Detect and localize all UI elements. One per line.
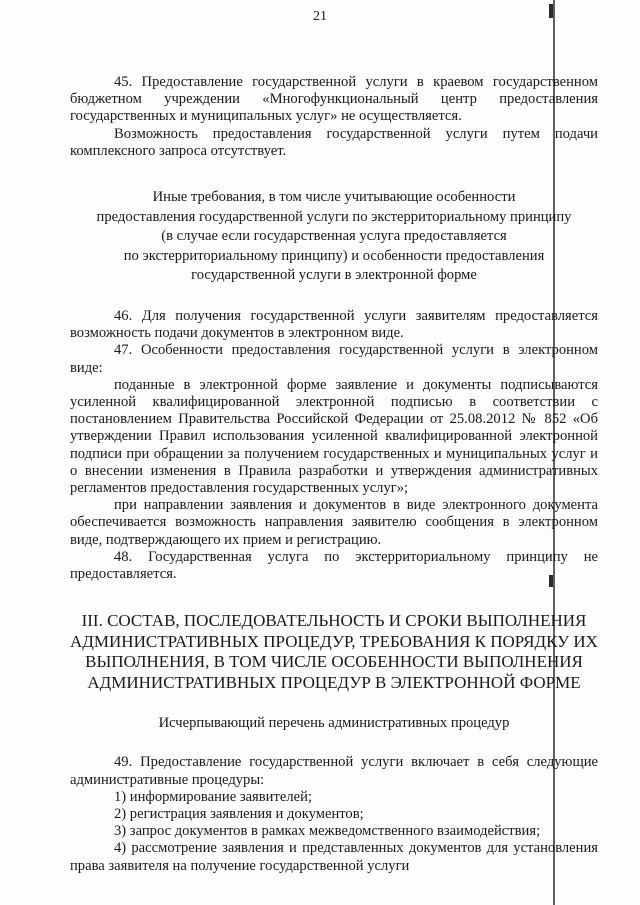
paragraph-47-signature: поданные в электронной форме заявление и документы подписываются усиленной квалифицированной электронной подписью в соответствии с постановлением Правительства Российской Федерации от 25.08.2012 № 852 «Об утверждении Правил использования усиленной квалифицированной электронной подписи при обращении за получением государственных и муниципальных услуг и о внесении изменения в Правила разработки и утверждения административных регламентов предоставления государственных услуг»; — [70, 376, 598, 497]
paragraph-49: 49. Предоставление государственной услуги включает в себя следующие административные процедуры: — [70, 754, 598, 788]
paragraph-48: 48. Государственная услуга по экстерриториальному принципу не предоставляется. — [70, 548, 598, 583]
section-title-line: АДМИНИСТРАТИВНЫХ ПРОЦЕДУР В ЭЛЕКТРОННОЙ ФОРМЕ — [87, 672, 581, 692]
paragraph-47: 47. Особенности предоставления государственной услуги в электронном виде: — [70, 342, 598, 376]
subheading-line: по экстерриториальному принципу) и особенности предоставления — [123, 247, 545, 264]
subheading-line: (в случае если государственная услуга предоставляется — [161, 228, 507, 245]
paragraph-45: 45. Предоставление государственной услуги в краевом государственном бюджетном учреждении «Многофункциональный центр предоставления государственных и муниципальных услуг» не осуществляется. — [70, 74, 598, 125]
list-item: 1) информирование заявителей; — [114, 788, 312, 805]
paragraph-46: 46. Для получения государственной услуги заявителям предоставляется возможность подачи документов в электронном виде. — [70, 307, 598, 342]
section-title-line: III. СОСТАВ, ПОСЛЕДОВАТЕЛЬНОСТЬ И СРОКИ ВЫПОЛНЕНИЯ — [81, 611, 587, 631]
list-item: 4) рассмотрение заявления и представленных документов для установления права заявителя на получение государственной услуги — [70, 840, 598, 874]
section-title-line: АДМИНИСТРАТИВНЫХ ПРОЦЕДУР, ТРЕБОВАНИЯ К ПОРЯДКУ ИХ — [70, 631, 598, 651]
subheading-other-requirements — [70, 188, 598, 286]
section-title-line: ВЫПОЛНЕНИЯ, В ТОМ ЧИСЛЕ ОСОБЕННОСТИ ВЫПОЛНЕНИЯ — [85, 652, 583, 672]
paragraph-47-notification: при направлении заявления и документов в виде электронного документа обеспечивается возможность направления заявителю сообщения в электронном виде, подтверждающего их прием и регистрацию. — [70, 497, 598, 548]
subheading-line: Иные требования, в том числе учитывающие особенности — [152, 189, 516, 206]
section-title — [70, 611, 598, 693]
subheading-line: предоставления государственной услуги по экстерриториальному принципу — [96, 208, 572, 225]
document-body — [70, 74, 598, 875]
page-number: 21 — [313, 9, 327, 24]
list-item: 2) регистрация заявления и документов; — [114, 806, 364, 823]
subheading-line: государственной услуги в электронной форме — [191, 267, 477, 284]
paragraph-complex-request: Возможность предоставления государственной услуги путем подачи комплексного запроса отсутствует. — [70, 125, 598, 159]
list-item: 3) запрос документов в рамках межведомственного взаимодействия; — [114, 823, 541, 840]
list-heading: Исчерпывающий перечень административных процедур — [158, 715, 510, 732]
